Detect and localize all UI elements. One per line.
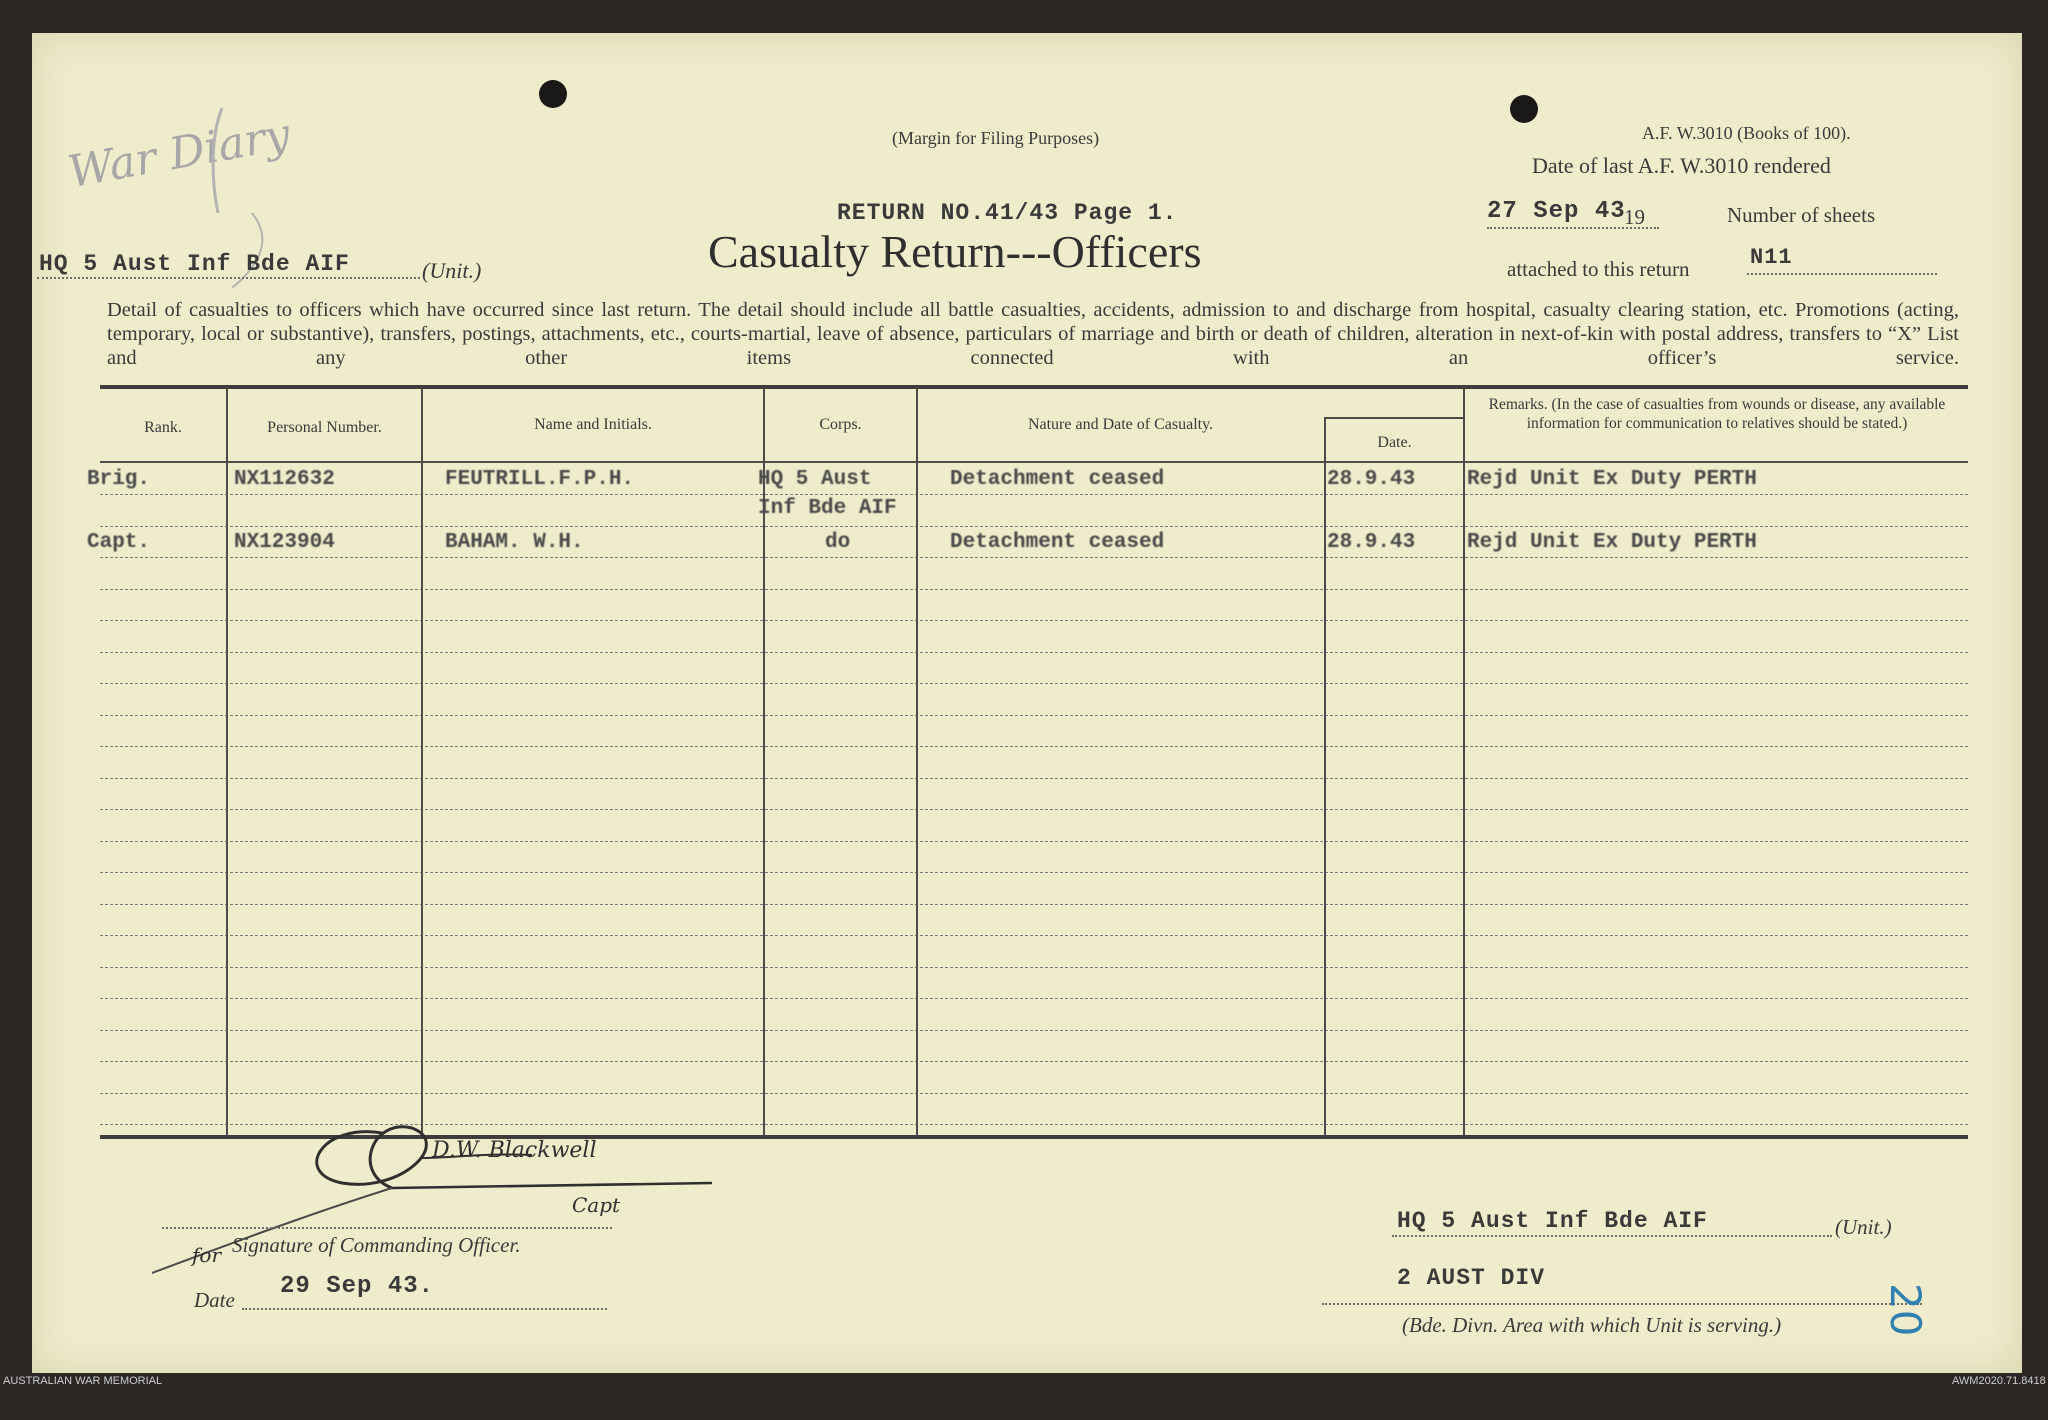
header-remarks: Remarks. (In the case of casualties from wounds or disease, any available information for communication to relatives should be stated.) bbox=[1488, 396, 1946, 432]
ruled-line bbox=[100, 1030, 1968, 1031]
row2-name: BAHAM. W.H. bbox=[445, 531, 584, 554]
date-last-label: Date of last A.F. W.3010 rendered bbox=[1532, 153, 1831, 178]
folio-number: 20 bbox=[1881, 1283, 1930, 1337]
form-number: A.F. W.3010 (Books of 100). bbox=[1642, 123, 1851, 143]
ruled-line bbox=[100, 1061, 1968, 1062]
unit-value-bottom: HQ 5 Aust Inf Bde AIF bbox=[1397, 1208, 1708, 1234]
ruled-line bbox=[100, 589, 1968, 590]
sheets-label: Number of sheets bbox=[1727, 203, 1876, 227]
archive-credit: AUSTRALIAN WAR MEMORIAL bbox=[3, 1375, 163, 1387]
ruled-line bbox=[100, 872, 1968, 873]
instructions-paragraph: Detail of casualties to officers which have occurred since last return. The detail should include all battle casualties, accidents, admission to and discharge from hospital, casualty clearing station, etc. Promotions (acting, temporary, local or substantive), transfers, postings, attachments, etc., courts-martial, leave of absence, particulars of marriage and birth or death of children, alteration in next-of-kin with postal address, transfers to “X” List and any other items connected with an officer’s service. bbox=[107, 299, 1959, 369]
row2-rank: Capt. bbox=[87, 531, 151, 554]
ruled-line bbox=[100, 778, 1968, 779]
form-sheet bbox=[32, 33, 2022, 1373]
sheets-underline bbox=[1747, 273, 1937, 275]
division-label: (Bde. Divn. Area with which Unit is serving.) bbox=[1402, 1313, 1782, 1337]
row1-name: FEUTRILL.F.P.H. bbox=[445, 468, 635, 491]
row1-corps-line1: HQ 5 Aust bbox=[758, 468, 872, 491]
column-divider bbox=[421, 389, 423, 1135]
ruled-line bbox=[100, 652, 1968, 653]
column-divider bbox=[916, 389, 918, 1135]
row1-remarks: Rejd Unit Ex Duty PERTH bbox=[1467, 468, 1757, 491]
year-suffix: 19 bbox=[1624, 205, 1645, 229]
punch-hole-right bbox=[1510, 95, 1538, 123]
signature-text: D.W. Blackwell bbox=[432, 1138, 597, 1163]
unit-underline-top bbox=[37, 277, 420, 279]
row1-date: 28.9.43 bbox=[1327, 468, 1416, 491]
row1-corps-line2: Inf Bde AIF bbox=[758, 497, 897, 520]
return-number: RETURN NO.41/43 Page 1. bbox=[837, 200, 1178, 226]
signature-date-label: Date bbox=[194, 1288, 235, 1312]
row2-nature: Detachment ceased bbox=[950, 531, 1165, 554]
margin-note: (Margin for Filing Purposes) bbox=[892, 128, 1100, 148]
unit-label-bottom: (Unit.) bbox=[1835, 1215, 1892, 1239]
ruled-line bbox=[100, 494, 1968, 495]
row1-number: NX112632 bbox=[234, 468, 335, 491]
archive-reference: AWM2020.71.8418 bbox=[1952, 1375, 2046, 1387]
ruled-line bbox=[100, 809, 1968, 810]
header-date: Date. bbox=[1377, 434, 1412, 451]
punch-hole-left bbox=[539, 80, 567, 108]
division-underline bbox=[1322, 1303, 1922, 1305]
row1-rank: Brig. bbox=[87, 468, 151, 491]
column-divider bbox=[1324, 418, 1326, 1135]
attached-label: attached to this return bbox=[1507, 257, 1690, 281]
unit-label-top: (Unit.) bbox=[422, 258, 482, 283]
date-underline bbox=[1487, 227, 1659, 229]
header-bottom-rule bbox=[100, 461, 1968, 463]
ruled-line bbox=[100, 1093, 1968, 1094]
header-corps: Corps. bbox=[819, 416, 862, 433]
header-nature: Nature and Date of Casualty. bbox=[1027, 416, 1214, 433]
row2-number: NX123904 bbox=[234, 531, 335, 554]
pencil-annotation: War Diary bbox=[64, 108, 294, 199]
ruled-line bbox=[100, 715, 1968, 716]
row2-remarks: Rejd Unit Ex Duty PERTH bbox=[1467, 531, 1757, 554]
signature-date-value: 29 Sep 43. bbox=[280, 1273, 435, 1300]
ruled-line bbox=[100, 746, 1968, 747]
row2-corps-line1: do bbox=[825, 531, 851, 554]
ruled-line bbox=[100, 683, 1968, 684]
header-personal-number: Personal Number. bbox=[267, 419, 382, 436]
ruled-line bbox=[100, 526, 1968, 527]
unit-underline-bottom bbox=[1392, 1235, 1832, 1237]
ruled-line bbox=[100, 620, 1968, 621]
date-subheader-rule bbox=[1324, 417, 1463, 419]
sheets-value: N11 bbox=[1750, 245, 1793, 270]
column-divider bbox=[1463, 389, 1465, 1135]
signature-capt-note: Capt bbox=[572, 1193, 621, 1217]
ruled-line bbox=[100, 998, 1968, 999]
form-title: Casualty Return---Officers bbox=[708, 226, 1202, 277]
unit-value-top: HQ 5 Aust Inf Bde AIF bbox=[39, 251, 350, 277]
signature-for-note: for bbox=[192, 1243, 222, 1267]
signature-line bbox=[162, 1227, 612, 1229]
ruled-line bbox=[100, 841, 1968, 842]
division-value: 2 AUST DIV bbox=[1397, 1265, 1546, 1291]
table-top-rule bbox=[100, 385, 1968, 389]
column-divider bbox=[226, 389, 228, 1135]
header-name: Name and Initials. bbox=[534, 416, 652, 433]
header-rank: Rank. bbox=[144, 419, 182, 436]
row1-nature: Detachment ceased bbox=[950, 468, 1165, 491]
signature-date-line bbox=[242, 1308, 607, 1310]
ruled-line bbox=[100, 557, 1968, 558]
row2-date: 28.9.43 bbox=[1327, 531, 1416, 554]
return-date: 27 Sep 43 bbox=[1487, 198, 1626, 225]
ruled-line bbox=[100, 967, 1968, 968]
ruled-line bbox=[100, 935, 1968, 936]
ruled-line bbox=[100, 904, 1968, 905]
signature-label: Signature of Commanding Officer. bbox=[232, 1233, 521, 1257]
